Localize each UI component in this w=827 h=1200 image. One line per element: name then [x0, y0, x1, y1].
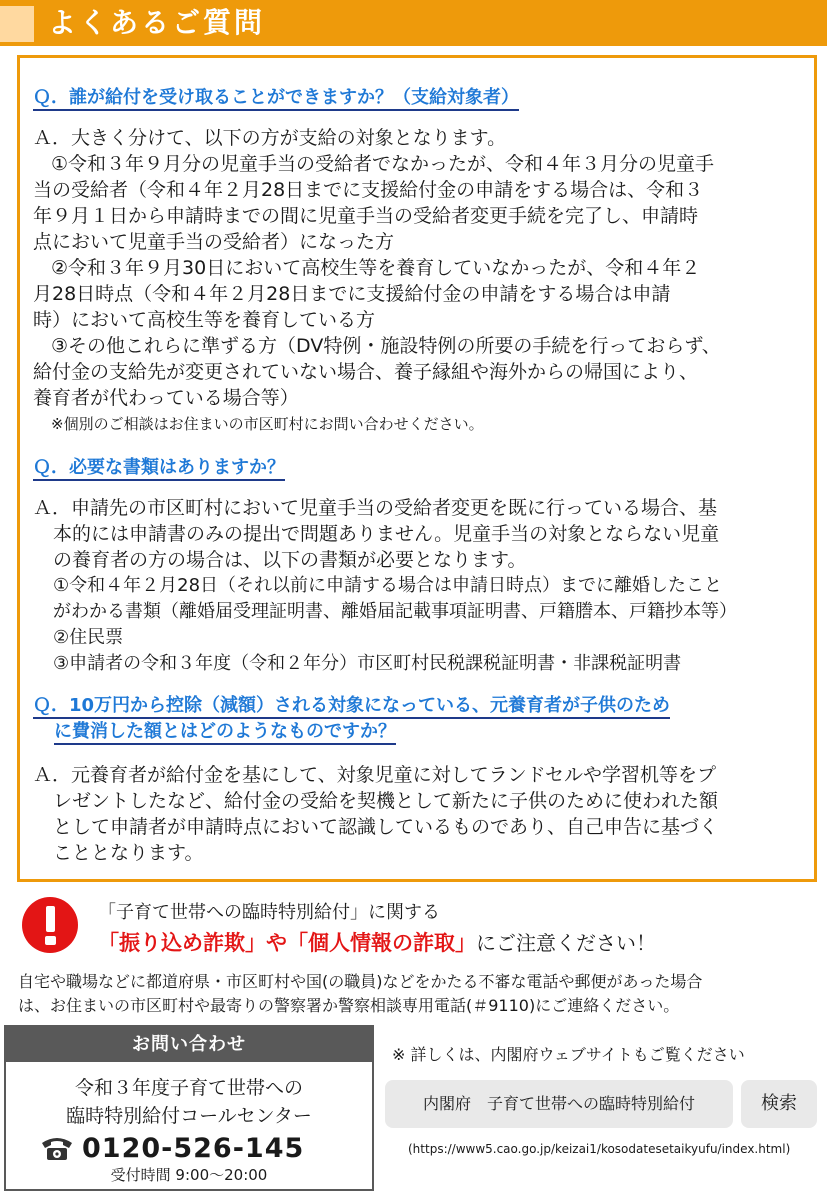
- warning-headline: [98, 928, 656, 958]
- call-center-name: 臨時特別給付コールセンター: [66, 1105, 312, 1127]
- answer-line: 給付金の支給先が変更されていない場合、養子縁組や海外からの帰国により、: [33, 361, 699, 383]
- exclamation-icon: [22, 897, 78, 953]
- website-url[interactable]: (https://www5.cao.go.jp/keizai1/kosodatesetaikyufu/index.html): [408, 1142, 791, 1156]
- answer-line: 月28日時点（令和４年２月28日までに支援給付金の申請をする場合は申請: [33, 283, 671, 305]
- answer-line: 当の受給者（令和４年２月28日までに支援給付金の申請をする場合は、令和３: [33, 179, 704, 201]
- answer-line: 本的には申請書のみの提出で問題ありません。児童手当の対象とならない児童: [53, 523, 720, 545]
- answer-line: ①令和３年９月分の児童手当の受給者でなかったが、令和４年３月分の児童手: [51, 153, 715, 175]
- answer-line: 時）において高校生等を養育している方: [33, 309, 376, 331]
- fraud-warning-1: 「振り込め詐欺」: [98, 931, 266, 955]
- page-title: よくあるご質問: [48, 6, 266, 39]
- header-swatch: [0, 6, 34, 42]
- answer-line: ①令和４年２月28日（それ以前に申請する場合は申請日時点）までに離婚したこと: [53, 575, 723, 596]
- contact-box: [4, 1025, 374, 1191]
- answer-line: として申請者が申請時点において認識しているものであり、自己申告に基づく: [53, 816, 719, 838]
- answer-3: [33, 762, 808, 866]
- answer-line: ②令和３年９月30日において高校生等を養育していなかったが、令和４年２: [51, 257, 701, 279]
- warning-note-line: は、お住まいの市区町村や最寄りの警察署か警察相談専用電話(＃9110)にご連絡ください。: [18, 996, 680, 1015]
- warning-note: [18, 970, 818, 1018]
- answer-line: レゼントしたなど、給付金の受給を契機として新たに子供のために使われた額: [53, 790, 719, 812]
- warning-tail: にご注意ください！: [476, 931, 656, 955]
- answer-line: こととなります。: [53, 842, 204, 864]
- call-center-name: 令和３年度子育て世帯への: [74, 1077, 303, 1099]
- website-note: ※ 詳しくは、内閣府ウェブサイトもご覧ください: [392, 1045, 745, 1064]
- answer-line: 年９月１日から申請時までの間に児童手当の受給者変更手続を完了し、申請時: [33, 205, 699, 227]
- business-hours: 受付時間 9:00～20:00: [110, 1166, 268, 1184]
- answer-line: の養育者の方の場合は、以下の書類が必要となります。: [53, 549, 527, 571]
- answer-line: 養育者が代わっている場合等）: [33, 387, 299, 409]
- warning-lead: 「子育て世帯への臨時特別給付」に関する: [98, 902, 440, 923]
- question-3: Ｑ．10万円から控除（減額）される対象になっている、元養育者が子供のため に費消した額とはどのようなものですか？: [33, 693, 793, 745]
- search-button[interactable]: 検索: [741, 1080, 817, 1128]
- phone-icon: [40, 1134, 74, 1162]
- answer-line: 点において児童手当の受給者）になった方: [33, 231, 395, 253]
- search-query-box[interactable]: 内閣府 子育て世帯への臨時特別給付: [385, 1080, 733, 1128]
- answer-line: がわかる書類（離婚届受理証明書、離婚届記載事項証明書、戸籍謄本、戸籍抄本等）: [53, 601, 737, 622]
- answer-line: Ａ．元養育者が給付金を基にして、対象児童に対してランドセルや学習机等をプ: [33, 764, 717, 786]
- answer-1: [33, 125, 808, 437]
- question-2: Ｑ．必要な書類はありますか？: [33, 455, 285, 481]
- answer-line: Ａ．大きく分けて、以下の方が支給の対象となります。: [33, 127, 507, 149]
- answer-line: ②住民票: [53, 627, 124, 648]
- question-1: Ｑ．誰が給付を受け取ることができますか？（支給対象者）: [33, 85, 519, 111]
- phone-number[interactable]: 0120-526-145: [82, 1132, 305, 1164]
- answer-note: ※個別のご相談はお住まいの市区町村にお問い合わせください。: [51, 415, 484, 433]
- answer-line: Ａ．申請先の市区町村において児童手当の受給者変更を既に行っている場合、基: [33, 497, 718, 519]
- warning-conjunction: や: [266, 931, 287, 955]
- phone-row: [40, 1131, 304, 1165]
- contact-heading: お問い合わせ: [6, 1027, 372, 1062]
- answer-line: ③その他これらに準ずる方（DV特例・施設特例の所要の手続を行っておらず、: [51, 335, 721, 357]
- fraud-warning-2: 「個人情報の詐取」: [287, 931, 476, 955]
- warning-note-line: 自宅や職場などに都道府県・市区町村や国(の職員)などをかたる不審な電話や郵便があった場合: [18, 972, 703, 991]
- header-bar: [0, 0, 827, 46]
- answer-2: [33, 495, 808, 677]
- answer-line: ③申請者の令和３年度（令和２年分）市区町村民税課税証明書・非課税証明書: [53, 653, 682, 674]
